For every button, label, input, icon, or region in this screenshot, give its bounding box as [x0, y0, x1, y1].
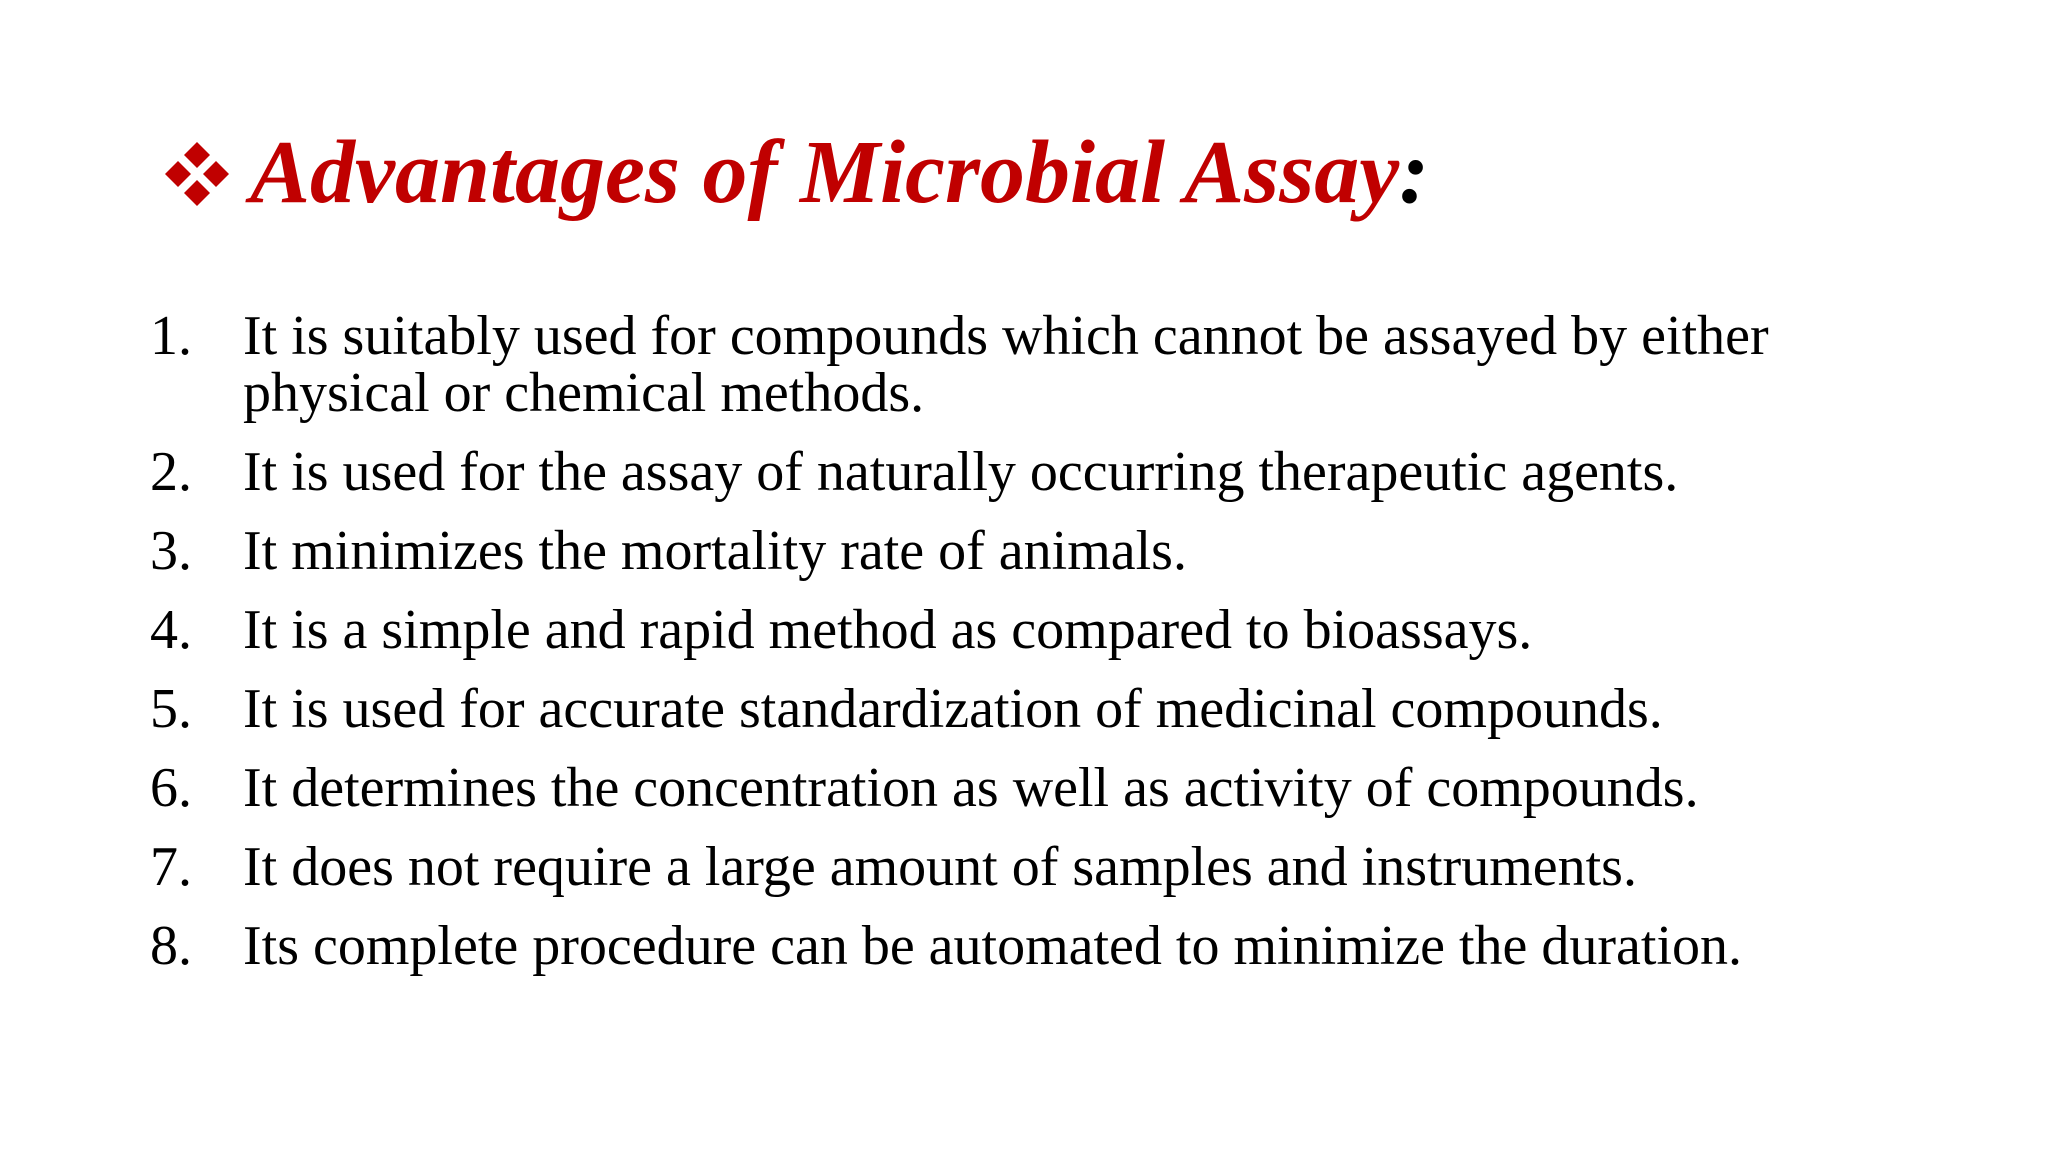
list-item [150, 305, 1910, 424]
title-text: Advantages of Microbial Assay [250, 123, 1400, 222]
list-item-text: Its complete procedure can be automated to minimize the duration. [243, 915, 1743, 977]
list-item-text: It is a simple and rapid method as compared to bioassays. [243, 599, 1533, 661]
list-item [150, 678, 1910, 740]
list-item-text: It minimizes the mortality rate of animals. [243, 520, 1187, 582]
list-item-number: 1. [150, 305, 192, 367]
list-item-text: It does not require a large amount of samples and instruments. [243, 836, 1637, 898]
list-item [150, 757, 1910, 819]
advantages-list [150, 305, 1910, 997]
list-item-number: 6. [150, 757, 192, 819]
list-item-text: It is suitably used for compounds which cannot be assayed by either physical or chemical methods. [243, 305, 1769, 424]
list-item-number: 4. [150, 599, 192, 661]
four-diamonds-bullet-icon [160, 136, 234, 210]
list-item-number: 8. [150, 915, 192, 977]
list-item [150, 915, 1910, 977]
title-colon: : [1399, 123, 1430, 222]
list-item [150, 836, 1910, 898]
list-item [150, 520, 1910, 582]
list-item-text: It is used for accurate standardization of medicinal compounds. [243, 678, 1663, 740]
slide-title [160, 118, 1429, 228]
list-item [150, 441, 1910, 503]
list-item-number: 5. [150, 678, 192, 740]
list-item-text: It is used for the assay of naturally occurring therapeutic agents. [243, 441, 1679, 503]
list-item-number: 7. [150, 836, 192, 898]
list-item-number: 2. [150, 441, 192, 503]
list-item-text: It determines the concentration as well as activity of compounds. [243, 757, 1699, 819]
list-item [150, 599, 1910, 661]
list-item-number: 3. [150, 520, 192, 582]
